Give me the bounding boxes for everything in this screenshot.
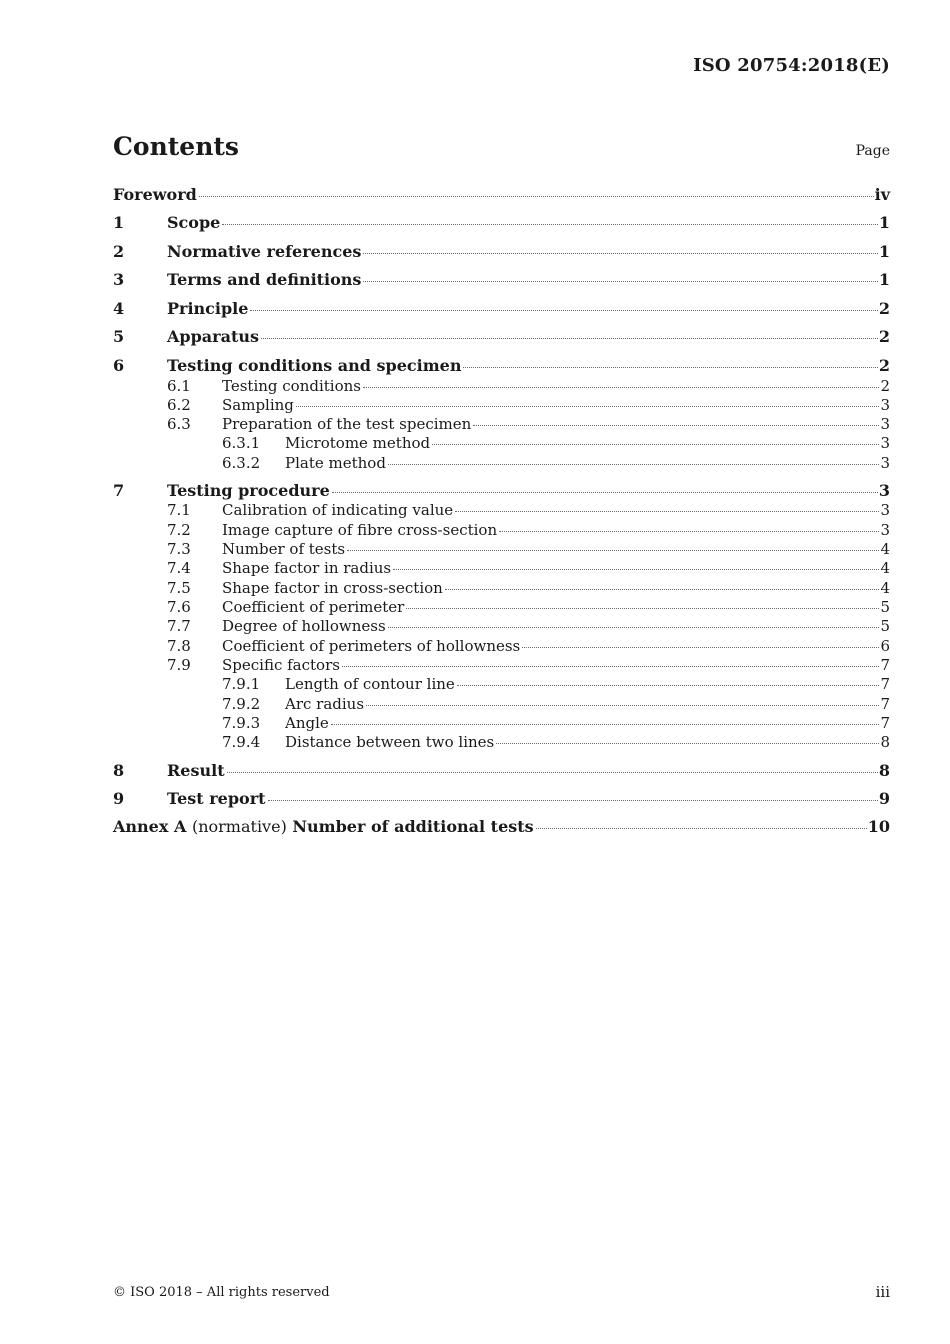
toc-entry-number: 3 xyxy=(113,270,125,289)
dot-leader xyxy=(363,281,877,282)
dot-leader xyxy=(455,511,879,512)
toc-entry-page: 7 xyxy=(880,714,890,732)
toc-entry-title: Apparatus xyxy=(167,327,259,346)
toc-entry-page: 7 xyxy=(880,675,890,693)
toc-entry-degree-of-hollowness[interactable] xyxy=(113,616,890,636)
toc-entry-page: 1 xyxy=(878,213,890,232)
toc-entry-testing-procedure[interactable] xyxy=(113,481,890,501)
toc-entry-title: Testing procedure xyxy=(167,481,330,500)
toc-entry-title: Principle xyxy=(167,299,249,318)
dot-leader xyxy=(445,589,880,590)
dot-leader xyxy=(261,338,878,339)
toc-entry-number: 9 xyxy=(113,789,125,808)
dot-leader xyxy=(199,196,874,197)
page-column-label: Page xyxy=(855,143,890,159)
toc-entry-title: Angle xyxy=(285,714,329,732)
toc-entry-number-of-tests[interactable] xyxy=(113,539,890,559)
toc-entry-number: 6.3.2 xyxy=(222,454,261,472)
toc-entry-title: Testing conditions xyxy=(222,377,361,395)
toc-entry-number: 7 xyxy=(113,481,125,500)
dot-leader xyxy=(388,464,880,465)
toc-entry-plate-method[interactable] xyxy=(113,453,890,473)
toc-entry-number: 6.3.1 xyxy=(222,434,261,452)
toc-entry-specific-factors[interactable] xyxy=(113,655,890,675)
dot-leader xyxy=(457,685,880,686)
toc-entry-number: 7.9.2 xyxy=(222,695,261,713)
dot-leader xyxy=(393,569,879,570)
toc-entry-page: 2 xyxy=(880,377,890,395)
toc-entry-title: Coefficient of perimeters of hollowness xyxy=(222,637,521,655)
toc-entry-title: Microtome method xyxy=(285,434,431,452)
dot-leader xyxy=(522,647,879,648)
toc-entry-microtome-method[interactable] xyxy=(113,433,890,453)
toc-entry-page: 2 xyxy=(878,356,890,375)
toc-entry-number: 7.9.1 xyxy=(222,675,261,693)
toc-entry-shape-factor-in-cross-section[interactable] xyxy=(113,578,890,598)
toc-entry-title: Coefficient of perimeter xyxy=(222,598,405,616)
toc-entry-title xyxy=(113,817,534,837)
toc-entry-title: Number of tests xyxy=(222,540,346,558)
toc-entry-title: Foreword xyxy=(113,185,197,204)
toc-entry-result[interactable] xyxy=(113,761,890,781)
toc-entry-shape-factor-in-radius[interactable] xyxy=(113,558,890,578)
toc-entry-page: 3 xyxy=(880,521,890,539)
toc-entry-title: Specific factors xyxy=(222,656,340,674)
toc-entry-number: 7.3 xyxy=(167,540,191,558)
toc-entry-page: 3 xyxy=(880,415,890,433)
page-number: iii xyxy=(875,1283,890,1301)
toc-entry-title: Testing conditions and specimen xyxy=(167,356,462,375)
toc-entry-page: 2 xyxy=(878,327,890,346)
toc-entry-page: 8 xyxy=(878,761,890,780)
toc-entry-title: Normative references xyxy=(167,242,362,261)
dot-leader xyxy=(536,828,867,829)
toc-entry-number: 7.4 xyxy=(167,559,191,577)
toc-entry-number: 7.1 xyxy=(167,501,191,519)
dot-leader xyxy=(363,387,879,388)
dot-leader xyxy=(342,666,880,667)
toc-entry-number: 7.2 xyxy=(167,521,191,539)
toc-entry-number: 7.9 xyxy=(167,656,191,674)
toc-entry-page: 7 xyxy=(880,695,890,713)
toc-entry-title: Sampling xyxy=(222,396,294,414)
toc-entry-page: iv xyxy=(874,185,890,204)
toc-entry-number: 2 xyxy=(113,242,125,261)
toc-entry-page: 9 xyxy=(878,789,890,808)
toc-entry-number: 7.5 xyxy=(167,579,191,597)
toc-entry-title: Test report xyxy=(167,789,266,808)
toc-entry-title: Distance between two lines xyxy=(285,733,495,751)
toc-entry-coefficient-of-perimeters-of-hollowness[interactable] xyxy=(113,636,890,656)
toc-entry-page: 3 xyxy=(880,396,890,414)
toc-entry-page: 3 xyxy=(880,454,890,472)
dot-leader xyxy=(296,406,880,407)
annex-type: (normative) xyxy=(191,817,287,836)
page-title: Contents xyxy=(113,132,240,161)
toc-entry-page: 3 xyxy=(878,481,890,500)
toc-entry-title: Shape factor in radius xyxy=(222,559,392,577)
dot-leader xyxy=(366,705,879,706)
toc-entry-foreword[interactable] xyxy=(113,185,890,205)
toc-entry-number: 7.6 xyxy=(167,598,191,616)
annex-title: Number of additional tests xyxy=(292,817,534,836)
toc-entry-number: 7.9.3 xyxy=(222,714,261,732)
dot-leader xyxy=(496,743,879,744)
toc-entry-page: 8 xyxy=(880,733,890,751)
toc-entry-testing-conditions-and-specimen[interactable] xyxy=(113,356,890,376)
toc-entry-title: Degree of hollowness xyxy=(222,617,386,635)
toc-entry-page: 5 xyxy=(880,617,890,635)
toc-entry-page: 10 xyxy=(867,817,890,836)
toc-entry-preparation-of-test-specimen[interactable] xyxy=(113,414,890,434)
toc-entry-page: 3 xyxy=(880,434,890,452)
toc-entry-number: 5 xyxy=(113,327,125,346)
dot-leader xyxy=(463,367,877,368)
toc-entry-arc-radius[interactable] xyxy=(113,694,890,714)
dot-leader xyxy=(227,772,878,773)
toc-entry-number: 7.7 xyxy=(167,617,191,635)
toc-entry-principle[interactable] xyxy=(113,299,890,319)
toc-entry-title: Terms and definitions xyxy=(167,270,362,289)
toc-entry-number: 4 xyxy=(113,299,125,318)
toc-entry-terms-and-definitions[interactable] xyxy=(113,270,890,290)
toc-entry-title: Arc radius xyxy=(285,695,365,713)
toc-entry-title: Result xyxy=(167,761,225,780)
toc-entry-page: 2 xyxy=(878,299,890,318)
dot-leader xyxy=(388,627,880,628)
toc-entry-calibration-of-indicating-value[interactable] xyxy=(113,500,890,520)
toc-entry-apparatus[interactable] xyxy=(113,327,890,347)
dot-leader xyxy=(499,531,879,532)
toc-entry-number: 6.1 xyxy=(167,377,191,395)
toc-entry-image-capture[interactable] xyxy=(113,520,890,540)
toc-entry-angle[interactable] xyxy=(113,713,890,733)
dot-leader xyxy=(432,444,879,445)
copyright-notice: © ISO 2018 – All rights reserved xyxy=(113,1285,330,1300)
toc-entry-title: Shape factor in cross-section xyxy=(222,579,443,597)
toc-entry-title: Preparation of the test specimen xyxy=(222,415,472,433)
toc-entry-page: 6 xyxy=(880,637,890,655)
toc-entry-test-report[interactable] xyxy=(113,789,890,809)
toc-entry-page: 1 xyxy=(878,270,890,289)
toc-entry-sampling[interactable] xyxy=(113,395,890,415)
toc-entry-title: Image capture of fibre cross-section xyxy=(222,521,498,539)
dot-leader xyxy=(222,224,878,225)
toc-entry-annex-a[interactable] xyxy=(113,817,890,837)
dot-leader xyxy=(347,550,879,551)
toc-entry-normative-references[interactable] xyxy=(113,242,890,262)
toc-entry-title: Plate method xyxy=(285,454,386,472)
toc-entry-page: 7 xyxy=(880,656,890,674)
document-id: ISO 20754:2018(E) xyxy=(693,55,890,76)
annex-label: Annex A xyxy=(113,817,187,836)
dot-leader xyxy=(473,425,879,426)
toc-entry-distance-between-two-lines[interactable] xyxy=(113,732,890,752)
dot-leader xyxy=(363,253,877,254)
toc-entry-number: 6.3 xyxy=(167,415,191,433)
toc-entry-page: 3 xyxy=(880,501,890,519)
toc-entry-page: 4 xyxy=(880,540,890,558)
toc-entry-number: 7.9.4 xyxy=(222,733,261,751)
toc-entry-length-of-contour-line[interactable] xyxy=(113,674,890,694)
dot-leader xyxy=(268,800,878,801)
toc-entry-page: 5 xyxy=(880,598,890,616)
dot-leader xyxy=(406,608,879,609)
toc-entry-number: 6 xyxy=(113,356,125,375)
toc-entry-scope[interactable] xyxy=(113,213,890,233)
dot-leader xyxy=(250,310,877,311)
toc-entry-title: Scope xyxy=(167,213,221,232)
toc-entry-number: 1 xyxy=(113,213,125,232)
toc-entry-title: Calibration of indicating value xyxy=(222,501,454,519)
toc-entry-page: 4 xyxy=(880,579,890,597)
toc-entry-page: 1 xyxy=(878,242,890,261)
toc-entry-title: Length of contour line xyxy=(285,675,455,693)
toc-entry-number: 7.8 xyxy=(167,637,191,655)
dot-leader xyxy=(331,724,880,725)
toc-entry-number: 8 xyxy=(113,761,125,780)
dot-leader xyxy=(332,492,878,493)
toc-entry-coefficient-of-perimeter[interactable] xyxy=(113,597,890,617)
toc-entry-testing-conditions[interactable] xyxy=(113,376,890,396)
toc-entry-page: 4 xyxy=(880,559,890,577)
toc-entry-number: 6.2 xyxy=(167,396,191,414)
